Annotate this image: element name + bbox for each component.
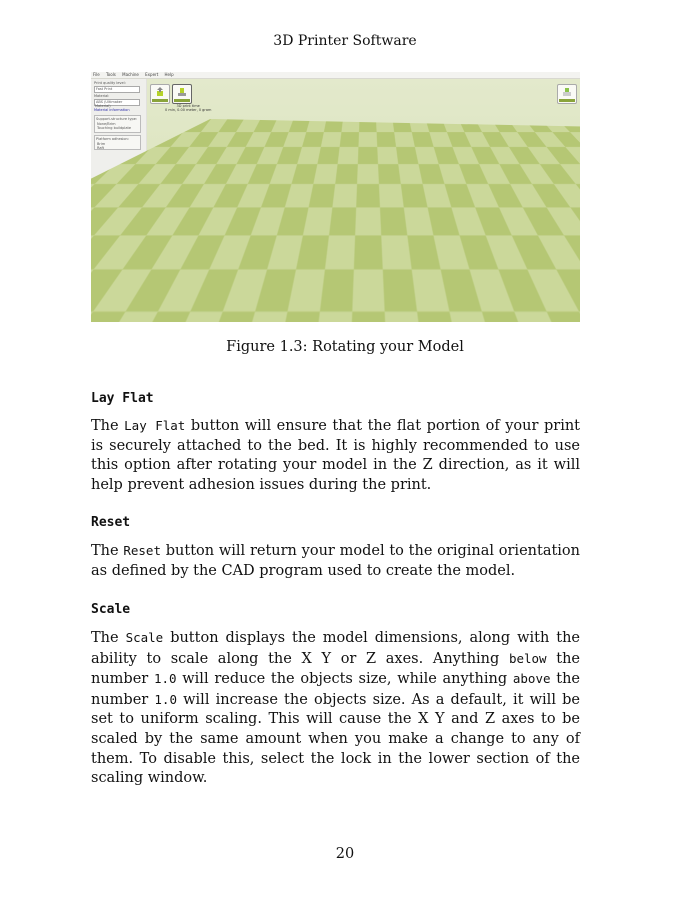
adhesion-group	[94, 135, 141, 150]
inline-code: Reset	[123, 543, 161, 558]
scale-button	[175, 301, 195, 321]
section-paragraph-reset: The Reset button will return your model to the original orientation as defined by the CAD program used to create the model.	[91, 543, 580, 579]
adhesion-option: Brim	[97, 142, 106, 146]
inline-code: Lay Flat	[124, 418, 186, 433]
inline-code: Scale	[125, 630, 164, 645]
figure-caption: Figure 1.3: Rotating your Model	[226, 339, 464, 355]
section-paragraph-lay-flat: The Lay Flat button will ensure that the flat portion of your print is securely attached to the bed. It is highly recommended to use this option after rotating your model in the Z direction, as it will help prevent adhesion issues during the print.	[91, 418, 581, 493]
running-head: 3D Printer Software	[273, 33, 417, 49]
mirror-button	[197, 301, 217, 321]
adhesion-option: Raft	[97, 146, 105, 150]
tool-highlight-box	[139, 240, 173, 321]
inline-code: above	[512, 671, 551, 687]
section-heading-scale: Scale	[91, 602, 131, 617]
menu-help: Help	[164, 72, 174, 77]
material-value: ABS (Ultimaker Material)	[95, 100, 123, 108]
view-mode-button	[557, 84, 577, 104]
print-time-label: 3D print time	[176, 104, 200, 108]
scale-icon	[180, 304, 190, 314]
support-option: Touching buildplate	[97, 126, 132, 130]
figure-screenshot	[91, 72, 580, 322]
inline-code: 1.0	[154, 691, 177, 707]
menu-tools: Tools	[105, 72, 116, 77]
support-group-label: Support-structure type:	[96, 117, 138, 121]
material-label: Material:	[94, 94, 110, 98]
print-quality-value: Fast Print	[96, 87, 113, 91]
menu-file: File	[93, 72, 100, 77]
print-quality-label: Print quality level:	[94, 81, 126, 85]
menu-machine: Machine	[122, 72, 139, 77]
section-heading-lay-flat: Lay Flat	[91, 391, 154, 406]
load-icon	[155, 87, 165, 97]
adhesion-group-label: Platform adhesion:	[96, 137, 129, 141]
load-model-button	[150, 84, 170, 104]
print-button	[172, 84, 192, 104]
view-mode-icon	[562, 87, 572, 97]
3d-viewport	[147, 79, 580, 322]
mirror-icon	[202, 304, 212, 314]
support-option: None/Brim	[97, 122, 116, 126]
app-menubar	[91, 72, 580, 79]
section-paragraph-scale: The Scale button displays the model dimensions, along with the ability to scale along the X Y or Z axes. Anything below the number 1.0 will reduce the objects size, while anything above the number 1.0 will increase the objects size. As a default, it will be set to uniform scaling. This will cause the X Y and Z axes to be scaled by the same amount when you make a change to any of them. To disable this, select the lock in the lower section of the scaling window.	[91, 630, 581, 787]
inline-code: below	[508, 650, 547, 666]
print-quality-select	[94, 86, 140, 93]
print-icon	[177, 87, 187, 97]
inline-code: 1.0	[153, 671, 177, 687]
support-group	[94, 115, 141, 133]
print-stats: 0 min, 0.00 meter, 0 gram	[165, 108, 212, 112]
menu-expert: Expert	[145, 72, 159, 77]
material-info-link: Material information	[94, 108, 130, 112]
material-select	[94, 99, 140, 106]
section-heading-reset: Reset	[91, 515, 131, 530]
page-number: 20	[335, 846, 355, 862]
print-info	[165, 104, 211, 112]
octopus-model	[377, 193, 467, 241]
